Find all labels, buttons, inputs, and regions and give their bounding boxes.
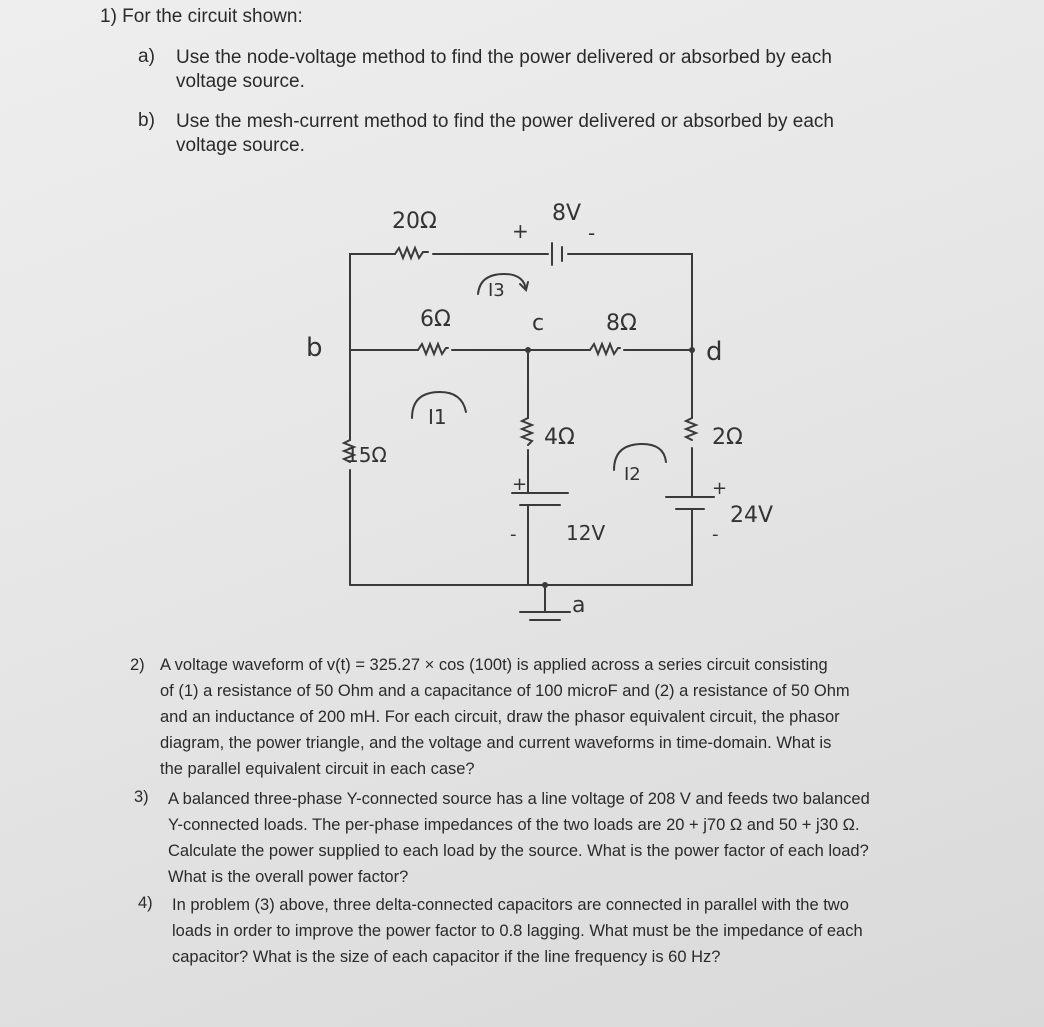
label-r8: 8Ω [606, 311, 637, 336]
label-v12-minus: - [510, 524, 517, 545]
label-v8: 8V [552, 201, 582, 226]
circuit-diagram [300, 190, 800, 640]
problem-4-text: In problem (3) above, three delta-connected capacitors are connected in parallel with the two loads in order to improve the power factor to 0.8 lagging. What must be the impedance of each capacitor? What is the size of each capacitor if the line frequency is 60 Hz? [172, 896, 863, 966]
node-d-dot [689, 347, 695, 353]
problem-3-text: A balanced three-phase Y-connected source has a line voltage of 208 V and feeds two balanced Y-connected loads. The per-phase impedances of the two loads are 20 + j70 Ω and 50 + j30 Ω. Calculate the power supplied to each load by the source. What is the power factor of each load? What is the overall power factor? [168, 790, 870, 886]
battery-24v [666, 497, 714, 509]
part-a-text: Use the node-voltage method to find the power delivered or absorbed by each voltage source. [176, 47, 832, 92]
problem-3-number: 3) [134, 788, 149, 806]
label-i1: I1 [428, 405, 447, 429]
label-node-b: b [306, 333, 323, 363]
resistor-4 [522, 418, 532, 445]
label-r20: 20Ω [392, 209, 437, 234]
label-node-d: d [706, 337, 723, 367]
problem-2-number: 2) [130, 656, 145, 674]
label-v12: 12V [566, 521, 606, 545]
label-node-c: c [532, 311, 545, 336]
problem-4-number: 4) [138, 894, 153, 912]
label-v24: 24V [730, 503, 774, 528]
ground-symbol [520, 585, 570, 620]
label-v24-plus: + [712, 478, 728, 499]
label-v24-minus: - [712, 524, 719, 545]
problem-1-heading: 1) For the circuit shown: [100, 6, 303, 27]
label-i3: I3 [488, 280, 505, 301]
label-v12-plus: + [512, 474, 528, 495]
resistor-8 [590, 344, 620, 354]
label-r4: 4Ω [544, 425, 575, 450]
label-v8-plus: + [512, 219, 529, 243]
part-b-text: Use the mesh-current method to find the power delivered or absorbed by each voltage source. [176, 111, 834, 156]
problem-2-text: A voltage waveform of v(t) = 325.27 × cos (100t) is applied across a series circuit consisting of (1) a resistance of 50 Ohm and a capacitance of 100 microF and (2) a resistance of 50 Ohm and an inductance of 200 mH. For each circuit, draw the phasor equivalent circuit, the phasor diagram, the power triangle, and the voltage and current waveforms in time-domain. What is the parallel equivalent circuit in each case? [160, 656, 850, 778]
label-i2: I2 [624, 464, 641, 485]
part-b-letter: b) [138, 110, 155, 131]
label-v8-minus: - [588, 221, 596, 245]
node-a-dot [542, 582, 548, 588]
label-r2: 2Ω [712, 425, 743, 450]
battery-8v [552, 243, 562, 265]
part-a-letter: a) [138, 46, 155, 67]
resistor-6 [418, 344, 448, 354]
label-node-a: a [572, 593, 586, 618]
resistor-2 [686, 418, 696, 440]
label-r6: 6Ω [420, 307, 451, 332]
resistor-20 [395, 248, 428, 258]
node-c-dot [525, 347, 531, 353]
top-wire [350, 254, 692, 350]
label-r15: 15Ω [346, 443, 387, 467]
